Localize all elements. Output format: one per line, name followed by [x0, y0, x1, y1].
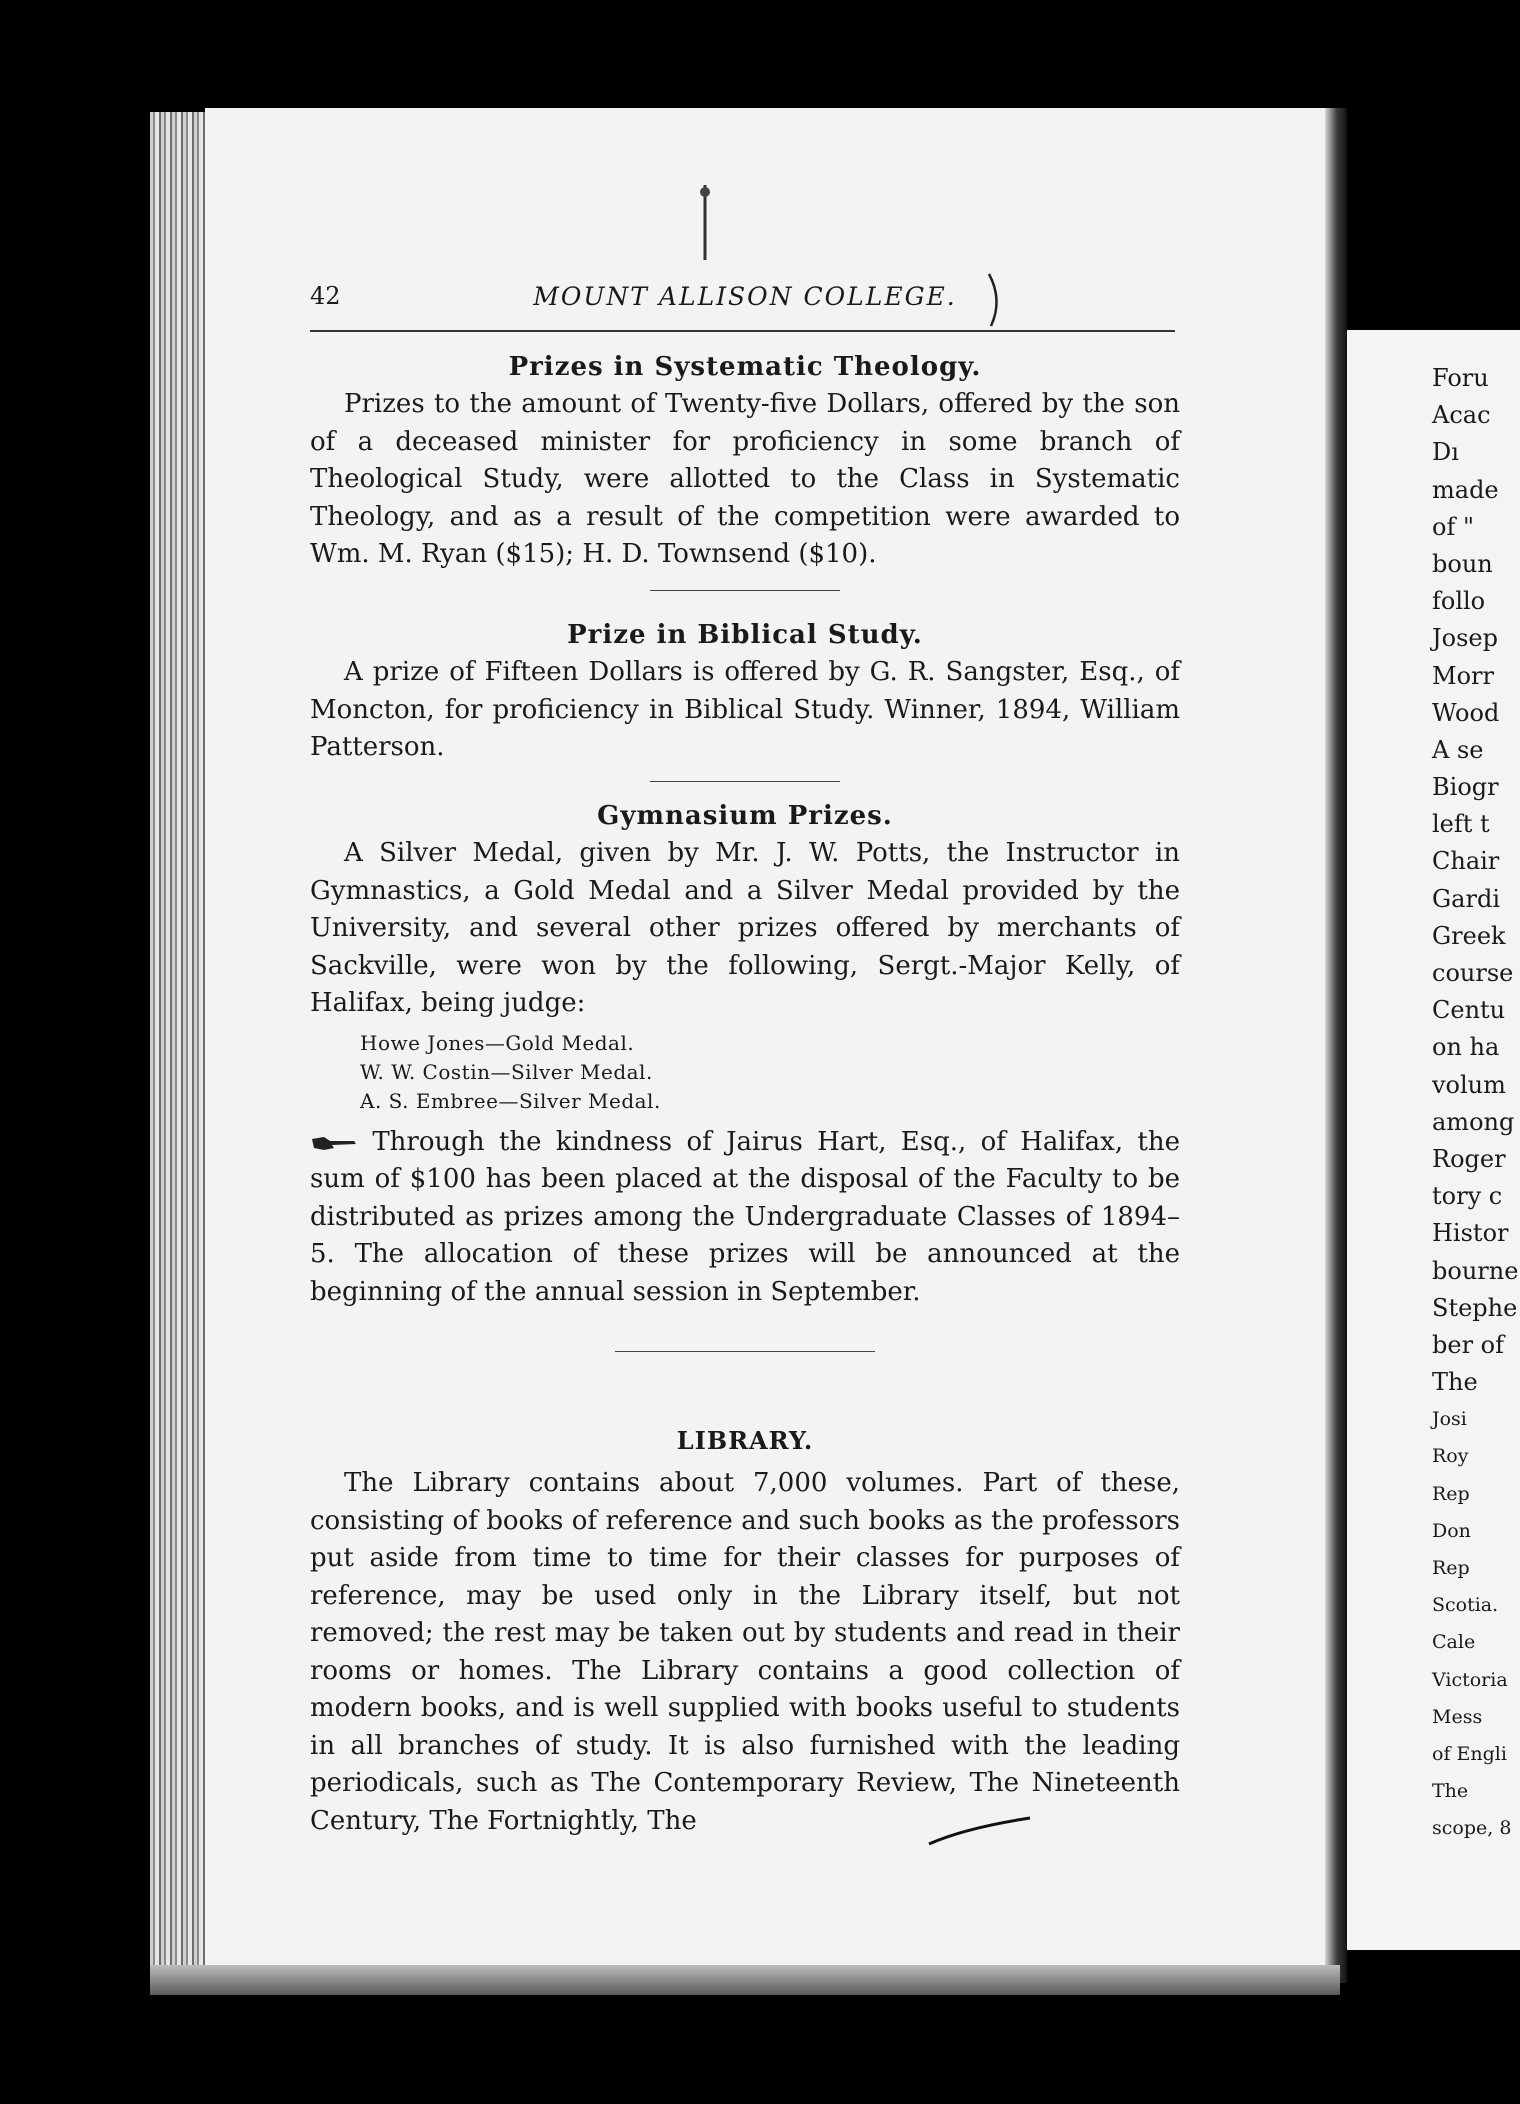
- section-text: A Silver Medal, given by Mr. J. W. Potts, the Instructor in Gymnastics, a Gold Medal and a Silver Medal provided by the University, and several other prizes offered by merchants of Sackville, were won by the following, Sergt.-Major Kelly, of Halifax, being judge:: [310, 838, 1180, 1018]
- right-page-fragment: volum: [1432, 1070, 1506, 1099]
- prize-note: [310, 1124, 1180, 1312]
- right-page-fragment: among: [1432, 1107, 1515, 1136]
- right-page-fragment: follo: [1432, 587, 1486, 616]
- right-page-fragment: Centu: [1432, 996, 1506, 1025]
- right-page-text: [1432, 360, 1520, 1848]
- right-page-fragment: Josi: [1432, 1408, 1467, 1431]
- right-page-fragment: Dı: [1432, 438, 1459, 467]
- right-page-fragment: boun: [1432, 549, 1493, 578]
- page-bottom-shadow: [150, 1965, 1340, 1995]
- right-page-fragment: Histor: [1432, 1219, 1509, 1248]
- right-page-fragment: bourne: [1432, 1256, 1519, 1285]
- right-page-fragment: scope, 8: [1432, 1817, 1512, 1840]
- section-biblical: [310, 620, 1180, 782]
- right-page-fragment: Acac: [1432, 401, 1491, 430]
- right-page-fragment: Rep: [1432, 1482, 1470, 1505]
- right-page-fragment: Chair: [1432, 847, 1500, 876]
- right-page-fragment: Rep: [1432, 1557, 1470, 1579]
- header-rule: [310, 330, 1175, 332]
- right-page-fragment: ber of: [1432, 1330, 1504, 1359]
- right-page-fragment: course: [1432, 959, 1514, 987]
- right-page-fragment: tory c: [1432, 1182, 1503, 1211]
- right-page-fragment: Cale: [1432, 1631, 1476, 1654]
- right-page-fragment: Greek: [1432, 921, 1506, 950]
- winners-list: [360, 1029, 1180, 1116]
- right-page-fragment: The: [1432, 1780, 1469, 1803]
- book-gutter: [1325, 108, 1347, 1983]
- section-separator: [650, 781, 840, 782]
- right-page-fragment: made: [1432, 475, 1499, 504]
- page-header: [310, 282, 1180, 328]
- right-page-fragment: on ha: [1432, 1033, 1500, 1062]
- right-page-fragment: Mess: [1432, 1705, 1483, 1728]
- right-page-fragment: of Engli: [1432, 1742, 1507, 1765]
- note-text: Through the kindness of Jairus Hart, Esq., of Halifax, the sum of $100 has been placed at the disposal of the Faculty to be distributed as prizes among the Undergraduate Classes of 1894–5. The allocation of these prizes will be announced at the beginning of the annual session in September.: [310, 1126, 1180, 1307]
- manicule-icon: [310, 1133, 358, 1153]
- right-page-fragment: Gardi: [1432, 884, 1500, 913]
- right-page-fragment: Foru: [1432, 364, 1489, 392]
- list-item: Howe Jones—Gold Medal.: [360, 1030, 635, 1055]
- right-page-fragment: Biogr: [1432, 773, 1499, 802]
- right-page-fragment: Don: [1432, 1519, 1471, 1542]
- right-page-fragment: Wood: [1432, 698, 1500, 727]
- section-heading: Gymnasium Prizes.: [597, 801, 893, 831]
- right-page-fragment: Roger: [1432, 1144, 1506, 1173]
- right-page-fragment: Stephe: [1432, 1293, 1518, 1322]
- page-number: 42: [310, 282, 341, 310]
- section-separator: [650, 590, 840, 591]
- section-text: A prize of Fifteen Dollars is offered by G. R. Sangster, Esq., of Moncton, for proficiency in Biblical Study. Winner, 1894, William Patterson.: [310, 657, 1180, 762]
- section-heading: Prizes in Systematic Theology.: [508, 352, 982, 382]
- list-item: A. S. Embree—Silver Medal.: [360, 1088, 661, 1113]
- right-page-fragment: The: [1432, 1368, 1478, 1397]
- section-library: [310, 1426, 1180, 1840]
- section-theology: [310, 352, 1180, 591]
- ink-mark: [690, 180, 720, 270]
- right-page-fragment: left t: [1432, 810, 1490, 839]
- right-page-fragment: A se: [1432, 735, 1484, 764]
- running-title: MOUNT ALLISON COLLEGE.: [533, 282, 957, 311]
- section-heading: LIBRARY.: [676, 1426, 814, 1455]
- right-page-fragment: Morr: [1432, 661, 1494, 690]
- right-page-fragment: Josep: [1432, 624, 1498, 653]
- section-separator: [615, 1351, 875, 1352]
- section-text: Prizes to the amount of Twenty-five Dollars, offered by the son of a deceased minister for proficiency in some branch of Theological Study, were allotted to the Class in Systematic Theology, and as a result of the competition were awarded to Wm. M. Ryan ($15); H. D. Townsend ($10).: [310, 389, 1180, 569]
- right-page-fragment: Roy: [1432, 1445, 1469, 1468]
- right-page-fragment: of ": [1432, 512, 1474, 541]
- section-text: The Library contains about 7,000 volumes. Part of these, consisting of books of reference and such books as the professors put aside from time to time for their classes for purposes of reference, may be used only in the Library itself, but not removed; the rest may be taken out by students and read in their rooms or homes. The Library contains a good collection of modern books, and is well supplied with books useful to students in all branches of study. It is also furnished with the leading periodicals, such as The Contemporary Review, The Nineteenth Century, The Fortnightly, The: [310, 1468, 1180, 1836]
- right-page-fragment: Victoria: [1432, 1668, 1508, 1691]
- section-heading: Prize in Biblical Study.: [567, 620, 923, 650]
- right-page-fragment: Scotia.: [1432, 1594, 1499, 1617]
- section-gymnasium: [310, 801, 1180, 1352]
- list-item: W. W. Costin—Silver Medal.: [360, 1059, 653, 1084]
- page-edges: [150, 112, 212, 1992]
